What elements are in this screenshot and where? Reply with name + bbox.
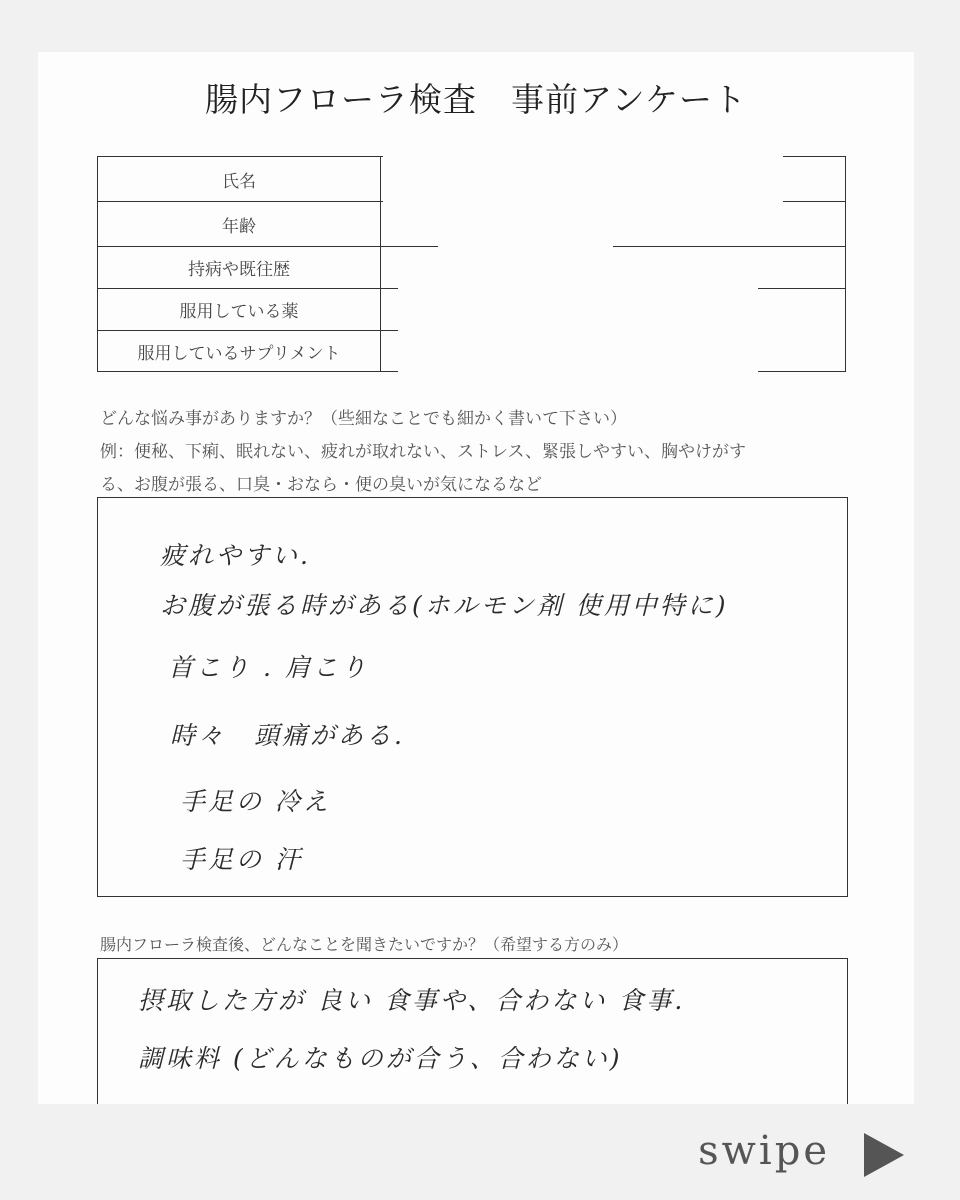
handwritten-answer: お腹が張る時がある(ホルモン剤 使用中特に) [160,591,729,620]
question1-line2: 例：便秘、下痢、眠れない、疲れが取れない、ストレス、緊張しやすい、胸やけがす [100,442,746,462]
info-label-medication: 服用している薬 [98,289,381,330]
redaction-block [753,327,845,347]
form-title: 腸内フローラ検査 事前アンケート [204,80,748,119]
redaction-block [438,245,613,285]
handwritten-answer: 摂取した方が 良い 食事や、合わない 食事. [138,986,686,1015]
swipe-label[interactable]: swipe [698,1128,830,1174]
info-label-name: 氏名 [98,157,381,201]
handwritten-answer: 手足の 冷え [180,787,331,816]
info-label-age: 年齢 [98,202,381,246]
handwritten-answer: 時々 頭痛がある. [170,721,405,750]
questionnaire-sheet [38,52,914,1104]
question1-line3: る、お腹が張る、口臭・おなら・便の臭いが気になるなど [100,475,542,495]
redaction-block [383,195,463,235]
concerns-answer-box [97,497,848,897]
handwritten-answer: 手足の 汗 [180,845,303,874]
redaction-block [398,327,758,377]
requests-answer-box [97,958,848,1104]
info-label-supplement: 服用しているサプリメント [98,331,381,371]
redaction-block [398,287,758,327]
question1-line1: どんな悩み事がありますか？（些細なことでも細かく書いて下さい） [100,409,627,429]
play-triangle-icon[interactable] [864,1133,904,1177]
handwritten-answer: 調味料 (どんなものが合う、合わない) [138,1044,623,1073]
personal-info-table [97,156,846,372]
handwritten-answer: 首こり . 肩こり [168,653,369,682]
handwritten-answer: 疲れやすい. [160,541,311,570]
info-label-history: 持病や既往歴 [98,247,381,288]
redaction-block [463,154,783,236]
question2-line1: 腸内フローラ検査後、どんなことを聞きたいですか？（希望する方のみ） [100,935,629,954]
